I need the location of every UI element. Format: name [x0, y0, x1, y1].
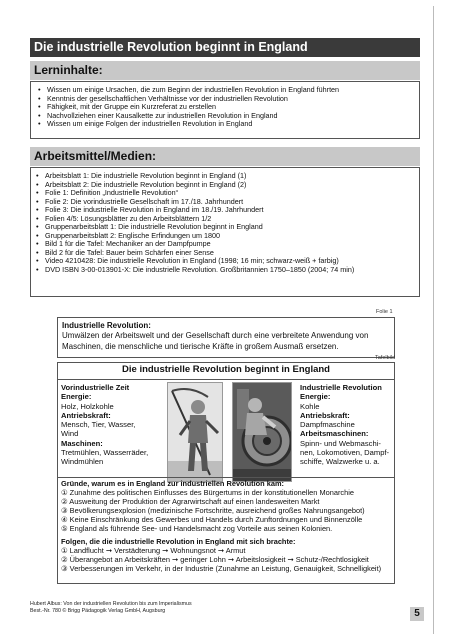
list-item: • Fähigkeit, mit der Gruppe ein Kurzreferat zu erstellen [37, 103, 417, 112]
list-item: • Gruppenarbeitsblatt 1: Die industrielle Revolution beginnt in England [35, 223, 417, 232]
maschinen-value: schiffe, Walzwerke u. a. [300, 457, 380, 467]
page-edge-rule [433, 6, 434, 634]
tafelbild-divider [57, 477, 395, 478]
list-item: • Bild 1 für die Tafel: Mechaniker an der Dampfpumpe [35, 240, 417, 249]
gruende-heading: Gründe, warum es in England zur industriellen Revolution kam: [61, 479, 284, 488]
industrielle-column [300, 383, 389, 467]
energie-label: Energie: [300, 392, 331, 402]
antrieb-value: Wind [61, 429, 79, 439]
energie-value: Holz, Holzkohle [61, 401, 114, 411]
farmer-scythe-drawing [168, 383, 223, 482]
list-item: • Nachvollziehen einer Kausalkette zur industriellen Revolution in England [37, 112, 417, 121]
footer-line: Best.-Nr. 780 © Brigg Pädagogik Verlag GmbH, Augsburg [30, 607, 166, 614]
list-item: ⑤ England als führende See- und Handelsmacht zog Vorteile aus seinen Kolonien. [61, 524, 333, 534]
medien-list [35, 172, 417, 274]
definition-box [57, 317, 395, 358]
tafelbild-tag: Tafelbild [375, 355, 396, 361]
definition-title: Industrielle Revolution: [62, 321, 151, 330]
definition-line: Maschinen, die menschliche und tierische Kräfte in großem Ausmaß ersetzen. [62, 341, 339, 351]
list-item: • Video 4210428: Die industrielle Revolution in England (1998; 16 min; schwarz-weiß + farbig) [35, 257, 417, 266]
list-item: • Gruppenarbeitsblatt 2: Englische Erfindungen um 1800 [35, 232, 417, 241]
folie-tag: Folie 1 [376, 309, 393, 315]
energie-label: Energie: [61, 392, 92, 402]
column-heading: Industrielle Revolution [300, 383, 382, 392]
list-item: • DVD ISBN 3-00-013901-X: Die industrielle Revolution. Großbritannien 1750–1850 (2004; 74 min) [35, 266, 417, 275]
footer-line: Hubert Albus: Von der industriellen Revolution bis zum Imperialismus [30, 601, 192, 607]
gruende-block [61, 479, 393, 534]
list-item: • Wissen um einige Ursachen, die zum Beginn der industriellen Revolution in England führten [37, 86, 417, 95]
lerninhalte-list [37, 86, 417, 129]
list-item: ② Überangebot an Arbeitskräften ➞ geringer Lohn ➞ Arbeitslosigkeit ➞ Schutz-/Rechtlosigkeit [61, 555, 369, 565]
medien-heading: Arbeitsmittel/Medien: [30, 147, 420, 166]
list-item: • Folie 1: Definition „Industrielle Revolution“ [35, 189, 417, 198]
page-footer [30, 601, 192, 614]
list-item: ③ Bevölkerungsexplosion (medizinische Fortschritte, ausreichend großes Nahrungsangebot) [61, 506, 365, 516]
folgen-heading: Folgen, die die industrielle Revolution in England mit sich brachte: [61, 537, 296, 546]
vorindustrielle-column [61, 383, 148, 467]
list-item: ② Ausweitung der Produktion der Agrarwirtschaft auf einen landesweiten Markt [61, 497, 320, 507]
maschinen-value: nen, Lokomotiven, Dampf- [300, 448, 390, 458]
list-item: ① Landflucht ➞ Verstädterung ➞ Wohnungsnot ➞ Armut [61, 546, 246, 556]
maschinen-value: Tretmühlen, Wasserräder, [61, 448, 149, 458]
list-item: • Folie 2: Die vorindustrielle Gesellschaft im 17./18. Jahrhundert [35, 198, 417, 207]
tafelbild-divider [57, 379, 395, 380]
energie-value: Kohle [300, 401, 320, 411]
medien-box [30, 167, 420, 297]
mechanic-steam-pump-drawing [233, 383, 292, 482]
list-item: ③ Verbesserungen im Verkehr, in der Industrie (Zunahme an Leistung, Genauigkeit, Schnelligkeit) [61, 564, 382, 574]
mechanic-steam-pump-image [232, 382, 292, 482]
lerninhalte-box [30, 81, 420, 139]
page-title: Die industrielle Revolution beginnt in England [30, 38, 420, 57]
list-item: ④ Keine Einschränkung des Gewerbes und Handels durch Zunftordnungen und Binnenzölle [61, 515, 363, 525]
column-heading: Vorindustrielle Zeit [61, 383, 130, 392]
antrieb-value: Mensch, Tier, Wasser, [61, 420, 136, 430]
tafelbild-title: Die industrielle Revolution beginnt in England [122, 364, 330, 375]
list-item: • Arbeitsblatt 2: Die industrielle Revolution beginnt in England (2) [35, 181, 417, 190]
folgen-block [61, 537, 393, 573]
antrieb-label: Antriebskraft: [300, 410, 350, 420]
maschinen-label: Maschinen: [61, 438, 103, 448]
maschinen-value: Spinn- und Webmaschi- [300, 438, 381, 448]
list-item: • Bild 2 für die Tafel: Bauer beim Schärfen einer Sense [35, 249, 417, 258]
maschinen-label: Arbeitsmaschinen: [300, 429, 369, 439]
list-item: • Folien 4/5: Lösungsblätter zu den Arbeitsblättern 1/2 [35, 215, 417, 224]
list-item: • Folie 3: Die industrielle Revolution in England im 18./19. Jahrhundert [35, 206, 417, 215]
farmer-scythe-image [167, 382, 223, 482]
page-number: 5 [410, 607, 424, 621]
lerninhalte-heading: Lerninhalte: [30, 61, 420, 80]
list-item: • Kenntnis der gesellschaftlichen Verhältnisse vor der industriellen Revolution [37, 95, 417, 104]
maschinen-value: Windmühlen [61, 457, 104, 467]
definition-line: Umwälzen der Arbeitswelt und der Gesellschaft durch eine verbreitete Anwendung von [62, 331, 369, 340]
antrieb-label: Antriebskraft: [61, 410, 111, 420]
list-item: • Arbeitsblatt 1: Die industrielle Revolution beginnt in England (1) [35, 172, 417, 181]
list-item: ① Zunahme des politischen Einflusses des Bürgertums in der konstitutionellen Monarchie [61, 488, 354, 498]
list-item: • Wissen um einige Folgen der industriellen Revolution in England [37, 120, 417, 129]
antrieb-value: Dampfmaschine [300, 420, 355, 430]
